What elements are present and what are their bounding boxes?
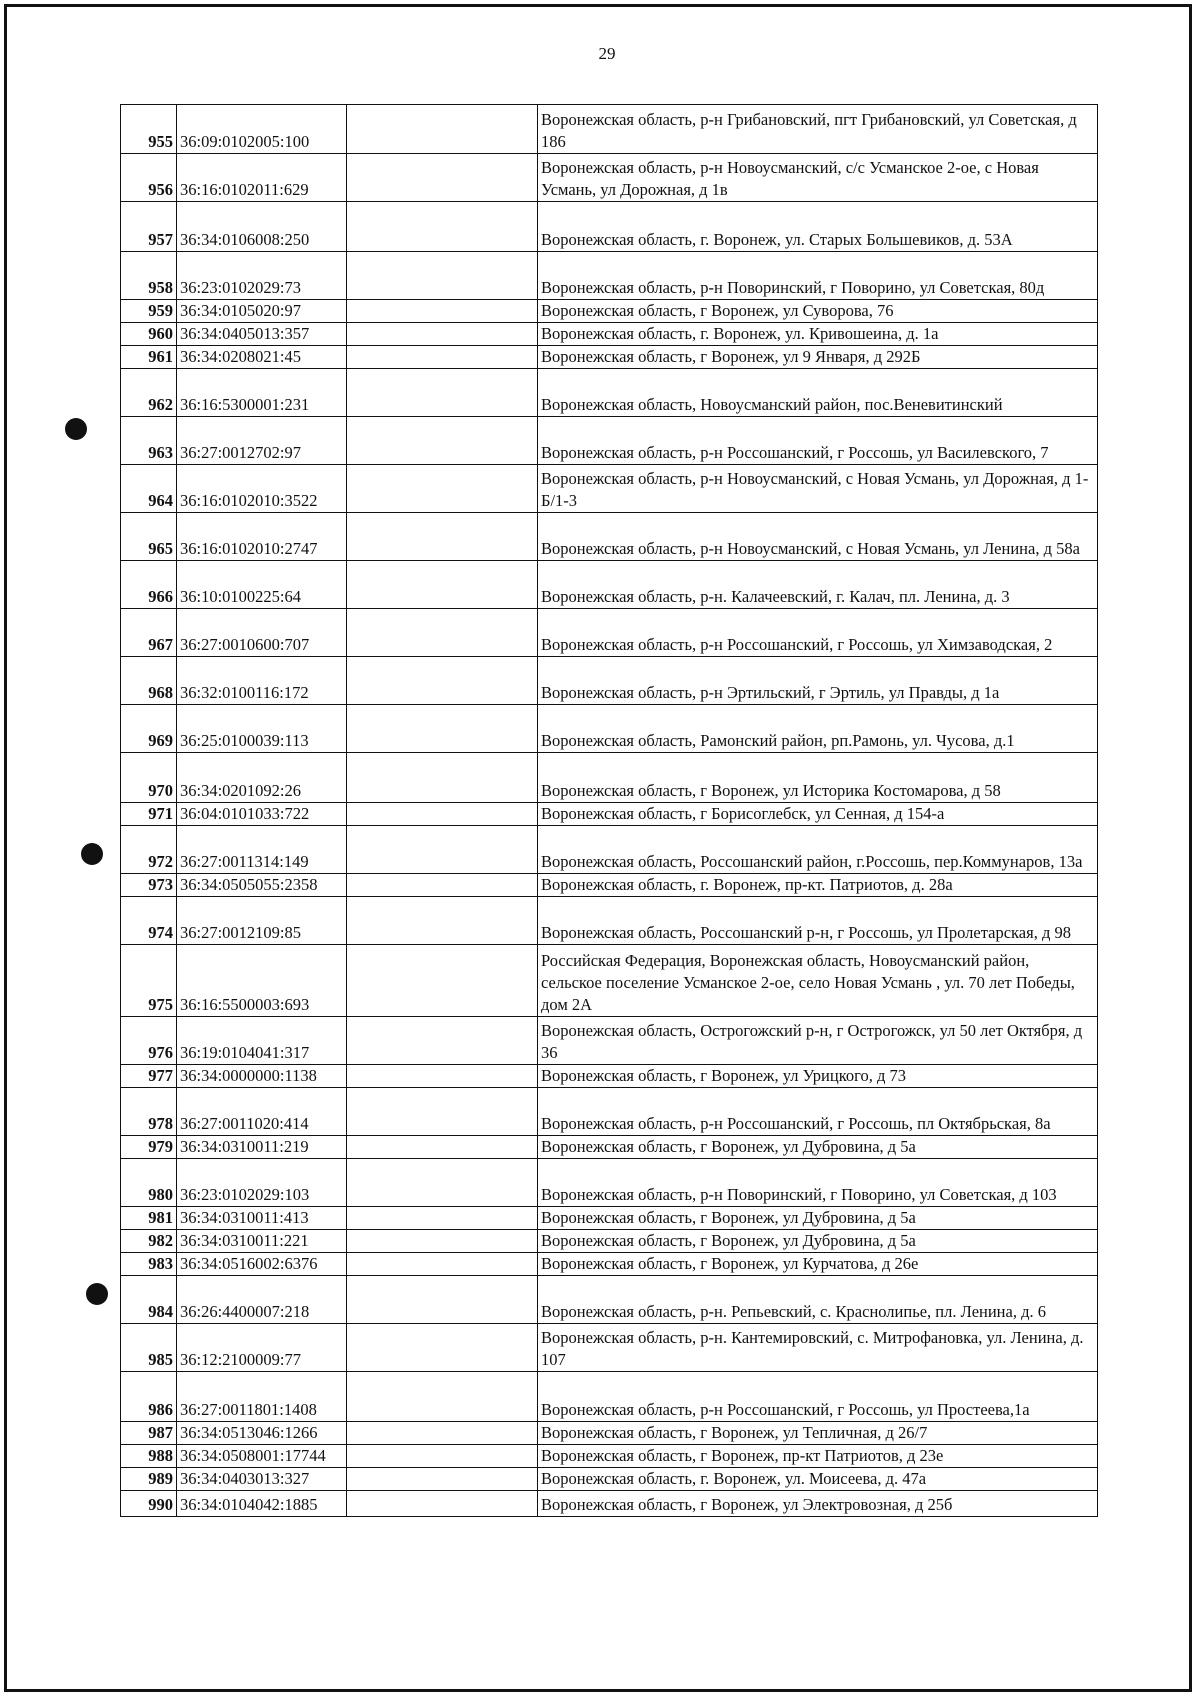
row-number: 985 bbox=[121, 1324, 177, 1372]
address-cell: Воронежская область, р-н Эртильский, г Эртиль, ул Правды, д 1а bbox=[538, 657, 1098, 705]
address-cell: Воронежская область, г Воронеж, ул Дубровина, д 5а bbox=[538, 1230, 1098, 1253]
table-row bbox=[121, 465, 1098, 513]
cadastral-number: 36:27:0010600:707 bbox=[177, 609, 347, 657]
table-row bbox=[121, 897, 1098, 945]
table-row bbox=[121, 753, 1098, 803]
empty-cell bbox=[347, 657, 538, 705]
address-cell: Воронежская область, г. Воронеж, ул. Кривошеина, д. 1а bbox=[538, 323, 1098, 346]
empty-cell bbox=[347, 346, 538, 369]
table-row bbox=[121, 945, 1098, 1017]
table-row bbox=[121, 1207, 1098, 1230]
cadastral-number: 36:34:0201092:26 bbox=[177, 753, 347, 803]
cadastral-number: 36:27:0011020:414 bbox=[177, 1088, 347, 1136]
table-row bbox=[121, 369, 1098, 417]
row-number: 986 bbox=[121, 1372, 177, 1422]
cadastral-number: 36:32:0100116:172 bbox=[177, 657, 347, 705]
empty-cell bbox=[347, 1468, 538, 1491]
row-number: 969 bbox=[121, 705, 177, 753]
cadastral-number: 36:16:0102010:3522 bbox=[177, 465, 347, 513]
address-cell: Российская Федерация, Воронежская область, Новоусманский район, сельское поселение Усманское 2-ое, село Новая Усмань , ул. 70 лет Победы, дом 2А bbox=[538, 945, 1098, 1017]
empty-cell bbox=[347, 154, 538, 202]
row-number: 975 bbox=[121, 945, 177, 1017]
row-number: 970 bbox=[121, 753, 177, 803]
cadastral-number: 36:16:5300001:231 bbox=[177, 369, 347, 417]
cadastral-number: 36:09:0102005:100 bbox=[177, 105, 347, 154]
cadastral-number: 36:34:0505055:2358 bbox=[177, 874, 347, 897]
table-row bbox=[121, 1445, 1098, 1468]
row-number: 957 bbox=[121, 202, 177, 252]
table-row bbox=[121, 417, 1098, 465]
address-cell: Воронежская область, р-н. Кантемировский, с. Митрофановка, ул. Ленина, д. 107 bbox=[538, 1324, 1098, 1372]
registry-table-body bbox=[121, 105, 1098, 1517]
address-cell: Воронежская область, г Воронеж, ул Дубровина, д 5а bbox=[538, 1136, 1098, 1159]
address-cell: Воронежская область, г Воронеж, ул Дубровина, д 5а bbox=[538, 1207, 1098, 1230]
row-number: 966 bbox=[121, 561, 177, 609]
row-number: 959 bbox=[121, 300, 177, 323]
cadastral-number: 36:34:0208021:45 bbox=[177, 346, 347, 369]
empty-cell bbox=[347, 417, 538, 465]
empty-cell bbox=[347, 465, 538, 513]
punch-hole-mark bbox=[81, 843, 103, 865]
row-number: 963 bbox=[121, 417, 177, 465]
row-number: 974 bbox=[121, 897, 177, 945]
registry-table bbox=[120, 104, 1098, 1517]
cadastral-number: 36:27:0011801:1408 bbox=[177, 1372, 347, 1422]
row-number: 955 bbox=[121, 105, 177, 154]
row-number: 962 bbox=[121, 369, 177, 417]
empty-cell bbox=[347, 826, 538, 874]
empty-cell bbox=[347, 1159, 538, 1207]
empty-cell bbox=[347, 1230, 538, 1253]
table-row bbox=[121, 1253, 1098, 1276]
table-row bbox=[121, 1159, 1098, 1207]
cadastral-number: 36:34:0405013:357 bbox=[177, 323, 347, 346]
row-number: 987 bbox=[121, 1422, 177, 1445]
table-row bbox=[121, 1276, 1098, 1324]
table-row bbox=[121, 1136, 1098, 1159]
empty-cell bbox=[347, 705, 538, 753]
empty-cell bbox=[347, 1445, 538, 1468]
table-row bbox=[121, 1422, 1098, 1445]
cadastral-number: 36:27:0011314:149 bbox=[177, 826, 347, 874]
empty-cell bbox=[347, 1276, 538, 1324]
address-cell: Воронежская область, р-н Новоусманский, с Новая Усмань, ул Дорожная, д 1-Б/1-3 bbox=[538, 465, 1098, 513]
address-cell: Воронежская область, р-н Грибановский, пгт Грибановский, ул Советская, д 186 bbox=[538, 105, 1098, 154]
address-cell: Воронежская область, Новоусманский район, пос.Веневитинский bbox=[538, 369, 1098, 417]
table-row bbox=[121, 346, 1098, 369]
row-number: 967 bbox=[121, 609, 177, 657]
table-row bbox=[121, 513, 1098, 561]
cadastral-number: 36:34:0310011:219 bbox=[177, 1136, 347, 1159]
row-number: 980 bbox=[121, 1159, 177, 1207]
address-cell: Воронежская область, р-н Россошанский, г Россошь, ул Простеева,1а bbox=[538, 1372, 1098, 1422]
table-row bbox=[121, 1088, 1098, 1136]
cadastral-number: 36:25:0100039:113 bbox=[177, 705, 347, 753]
cadastral-number: 36:34:0403013:327 bbox=[177, 1468, 347, 1491]
row-number: 964 bbox=[121, 465, 177, 513]
empty-cell bbox=[347, 1253, 538, 1276]
empty-cell bbox=[347, 1017, 538, 1065]
cadastral-number: 36:34:0310011:221 bbox=[177, 1230, 347, 1253]
address-cell: Воронежская область, р-н Россошанский, г Россошь, пл Октябрьская, 8а bbox=[538, 1088, 1098, 1136]
cadastral-number: 36:16:5500003:693 bbox=[177, 945, 347, 1017]
empty-cell bbox=[347, 300, 538, 323]
table-row bbox=[121, 826, 1098, 874]
table-row bbox=[121, 105, 1098, 154]
table-row bbox=[121, 874, 1098, 897]
cadastral-number: 36:34:0104042:1885 bbox=[177, 1491, 347, 1517]
address-cell: Воронежская область, р-н Новоусманский, с Новая Усмань, ул Ленина, д 58а bbox=[538, 513, 1098, 561]
row-number: 976 bbox=[121, 1017, 177, 1065]
address-cell: Воронежская область, р-н Поворинский, г Поворино, ул Советская, д 103 bbox=[538, 1159, 1098, 1207]
address-cell: Воронежская область, Рамонский район, рп.Рамонь, ул. Чусова, д.1 bbox=[538, 705, 1098, 753]
row-number: 973 bbox=[121, 874, 177, 897]
empty-cell bbox=[347, 1422, 538, 1445]
table-row bbox=[121, 300, 1098, 323]
address-cell: Воронежская область, г. Воронеж, ул. Старых Большевиков, д. 53А bbox=[538, 202, 1098, 252]
cadastral-number: 36:34:0310011:413 bbox=[177, 1207, 347, 1230]
table-row bbox=[121, 803, 1098, 826]
empty-cell bbox=[347, 1491, 538, 1517]
empty-cell bbox=[347, 753, 538, 803]
empty-cell bbox=[347, 105, 538, 154]
empty-cell bbox=[347, 945, 538, 1017]
empty-cell bbox=[347, 1324, 538, 1372]
empty-cell bbox=[347, 1065, 538, 1088]
address-cell: Воронежская область, р-н. Репьевский, с. Краснолипье, пл. Ленина, д. 6 bbox=[538, 1276, 1098, 1324]
address-cell: Воронежская область, Россошанский район, г.Россошь, пер.Коммунаров, 13а bbox=[538, 826, 1098, 874]
row-number: 989 bbox=[121, 1468, 177, 1491]
empty-cell bbox=[347, 803, 538, 826]
row-number: 961 bbox=[121, 346, 177, 369]
page-number: 29 bbox=[598, 44, 616, 63]
empty-cell bbox=[347, 1088, 538, 1136]
empty-cell bbox=[347, 897, 538, 945]
cadastral-number: 36:16:0102010:2747 bbox=[177, 513, 347, 561]
row-number: 956 bbox=[121, 154, 177, 202]
empty-cell bbox=[347, 369, 538, 417]
table-row bbox=[121, 1065, 1098, 1088]
row-number: 988 bbox=[121, 1445, 177, 1468]
address-cell: Воронежская область, р-н Россошанский, г Россошь, ул Василевского, 7 bbox=[538, 417, 1098, 465]
address-cell: Воронежская область, г. Воронеж, ул. Моисеева, д. 47а bbox=[538, 1468, 1098, 1491]
cadastral-number: 36:23:0102029:73 bbox=[177, 252, 347, 300]
row-number: 981 bbox=[121, 1207, 177, 1230]
table-row bbox=[121, 1324, 1098, 1372]
punch-hole-mark bbox=[65, 418, 87, 440]
row-number: 971 bbox=[121, 803, 177, 826]
punch-hole-mark bbox=[86, 1283, 108, 1305]
cadastral-number: 36:23:0102029:103 bbox=[177, 1159, 347, 1207]
address-cell: Воронежская область, г Воронеж, ул Курчатова, д 26е bbox=[538, 1253, 1098, 1276]
row-number: 977 bbox=[121, 1065, 177, 1088]
cadastral-number: 36:04:0101033:722 bbox=[177, 803, 347, 826]
address-cell: Воронежская область, г Воронеж, ул Электровозная, д 25б bbox=[538, 1491, 1098, 1517]
table-row bbox=[121, 202, 1098, 252]
address-cell: Воронежская область, г Воронеж, ул 9 Января, д 292Б bbox=[538, 346, 1098, 369]
empty-cell bbox=[347, 513, 538, 561]
cadastral-number: 36:12:2100009:77 bbox=[177, 1324, 347, 1372]
table-row bbox=[121, 1230, 1098, 1253]
table-row bbox=[121, 1372, 1098, 1422]
empty-cell bbox=[347, 1136, 538, 1159]
cadastral-number: 36:19:0104041:317 bbox=[177, 1017, 347, 1065]
empty-cell bbox=[347, 323, 538, 346]
row-number: 968 bbox=[121, 657, 177, 705]
table-row bbox=[121, 252, 1098, 300]
empty-cell bbox=[347, 202, 538, 252]
address-cell: Воронежская область, р-н. Калачеевский, г. Калач, пл. Ленина, д. 3 bbox=[538, 561, 1098, 609]
cadastral-number: 36:27:0012702:97 bbox=[177, 417, 347, 465]
row-number: 983 bbox=[121, 1253, 177, 1276]
address-cell: Воронежская область, р-н Поворинский, г Поворино, ул Советская, 80д bbox=[538, 252, 1098, 300]
table-row bbox=[121, 323, 1098, 346]
table-row bbox=[121, 154, 1098, 202]
cadastral-number: 36:16:0102011:629 bbox=[177, 154, 347, 202]
cadastral-number: 36:26:4400007:218 bbox=[177, 1276, 347, 1324]
empty-cell bbox=[347, 874, 538, 897]
address-cell: Воронежская область, г Воронеж, ул Урицкого, д 73 bbox=[538, 1065, 1098, 1088]
cadastral-number: 36:34:0516002:6376 bbox=[177, 1253, 347, 1276]
address-cell: Воронежская область, р-н Новоусманский, с/с Усманское 2-ое, с Новая Усмань, ул Дорожная, д 1в bbox=[538, 154, 1098, 202]
table-row bbox=[121, 609, 1098, 657]
row-number: 972 bbox=[121, 826, 177, 874]
table-row bbox=[121, 561, 1098, 609]
table-row bbox=[121, 657, 1098, 705]
table-row bbox=[121, 705, 1098, 753]
row-number: 958 bbox=[121, 252, 177, 300]
address-cell: Воронежская область, Острогожский р-н, г Острогожск, ул 50 лет Октября, д 36 bbox=[538, 1017, 1098, 1065]
table-row bbox=[121, 1468, 1098, 1491]
empty-cell bbox=[347, 252, 538, 300]
empty-cell bbox=[347, 1372, 538, 1422]
cadastral-number: 36:10:0100225:64 bbox=[177, 561, 347, 609]
address-cell: Воронежская область, г Воронеж, ул Историка Костомарова, д 58 bbox=[538, 753, 1098, 803]
address-cell: Воронежская область, Россошанский р-н, г Россошь, ул Пролетарская, д 98 bbox=[538, 897, 1098, 945]
row-number: 990 bbox=[121, 1491, 177, 1517]
row-number: 960 bbox=[121, 323, 177, 346]
empty-cell bbox=[347, 561, 538, 609]
address-cell: Воронежская область, г Борисоглебск, ул Сенная, д 154-а bbox=[538, 803, 1098, 826]
address-cell: Воронежская область, г. Воронеж, пр-кт. Патриотов, д. 28а bbox=[538, 874, 1098, 897]
address-cell: Воронежская область, г Воронеж, ул Тепличная, д 26/7 bbox=[538, 1422, 1098, 1445]
cadastral-number: 36:34:0000000:1138 bbox=[177, 1065, 347, 1088]
row-number: 982 bbox=[121, 1230, 177, 1253]
empty-cell bbox=[347, 609, 538, 657]
address-cell: Воронежская область, р-н Россошанский, г Россошь, ул Химзаводская, 2 bbox=[538, 609, 1098, 657]
row-number: 979 bbox=[121, 1136, 177, 1159]
row-number: 965 bbox=[121, 513, 177, 561]
cadastral-number: 36:27:0012109:85 bbox=[177, 897, 347, 945]
table-row bbox=[121, 1017, 1098, 1065]
cadastral-number: 36:34:0106008:250 bbox=[177, 202, 347, 252]
table-row bbox=[121, 1491, 1098, 1517]
empty-cell bbox=[347, 1207, 538, 1230]
cadastral-number: 36:34:0513046:1266 bbox=[177, 1422, 347, 1445]
row-number: 984 bbox=[121, 1276, 177, 1324]
address-cell: Воронежская область, г Воронеж, пр-кт Патриотов, д 23е bbox=[538, 1445, 1098, 1468]
cadastral-number: 36:34:0508001:17744 bbox=[177, 1445, 347, 1468]
row-number: 978 bbox=[121, 1088, 177, 1136]
address-cell: Воронежская область, г Воронеж, ул Суворова, 76 bbox=[538, 300, 1098, 323]
cadastral-number: 36:34:0105020:97 bbox=[177, 300, 347, 323]
